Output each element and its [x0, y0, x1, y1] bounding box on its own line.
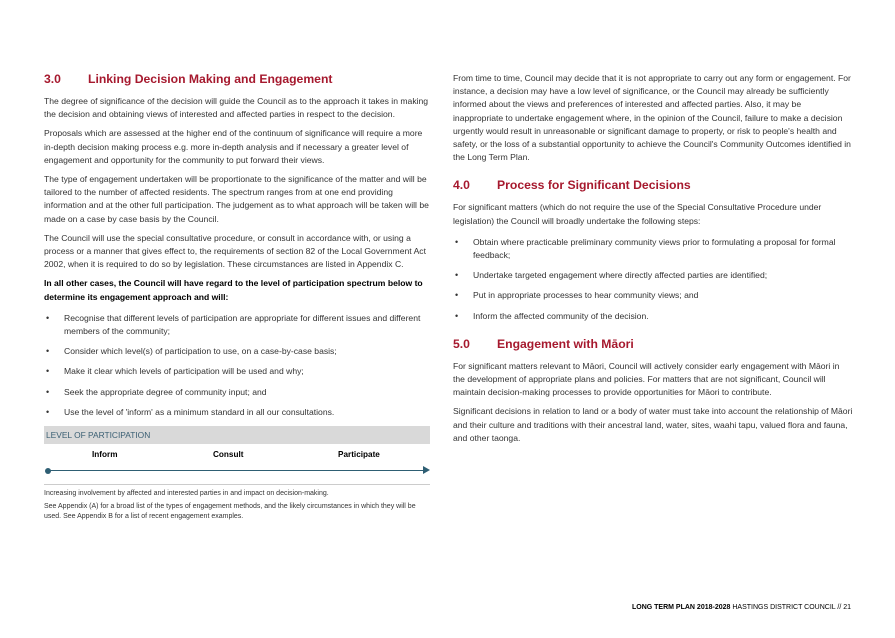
footer-doc-title: LONG TERM PLAN 2018-2028: [631, 604, 731, 611]
participation-labels: [44, 444, 430, 466]
section-4-heading: [453, 178, 853, 192]
participation-caption: Increasing involvement by affected and interested parties in and impact on decision-making.: [44, 490, 329, 498]
bullet-icon: •: [455, 236, 459, 247]
section-3-number: 3.0: [44, 72, 61, 86]
bullet-icon: •: [46, 386, 50, 397]
section-3-paragraph-1: The degree of significance of the decision will guide the Council as to the approach it takes in making the decision and obtaining views of interested and affected parties in respect to the decision.: [44, 96, 429, 120]
list-item: • Use the level of 'inform' as a minimum standard in all our consultations.: [44, 406, 430, 419]
bullet-icon: •: [455, 310, 459, 321]
section-3-bold-paragraph: In all other cases, the Council will have regard to the level of participation spectrum below to determine its engagement approach and will:: [44, 278, 423, 302]
arrow-line: [48, 470, 424, 471]
footer-council-page: HASTINGS DISTRICT COUNCIL // 21: [732, 604, 851, 611]
list-item: • Obtain where practicable preliminary community views prior to formulating a proposal for formal feedback;: [455, 236, 836, 261]
section-4-bullet-list: [453, 236, 853, 323]
bullet-icon: •: [46, 312, 50, 323]
section-4-title: Process for Significant Decisions: [497, 178, 691, 193]
arrow-start-dot-icon: [45, 468, 51, 474]
list-item: • Recognise that different levels of participation are appropriate for different issues and different members of the community;: [46, 312, 421, 337]
divider: [44, 484, 430, 485]
page-footer: [632, 604, 851, 611]
section-3-paragraph-3: The type of engagement undertaken will be proportionate to the significance of the matter and will be tailored to the number of affected residents. The spectrum ranges from at one end providing information and at the other full participation. The judgement as to what approach will be taken will be made on a case by case basis by the Council.: [44, 174, 429, 224]
section-5-paragraph-2: Significant decisions in relation to land or a body of water must take into account the relationship of Māori and their culture and traditions with their ancestral land, water, sites, waahi tapu, valued flora and fauna, and other taonga.: [453, 406, 853, 443]
bullet-icon: •: [455, 270, 459, 281]
section-4-paragraph: For significant matters (which do not require the use of the Special Consultative Procedure under legislation) the Council will broadly undertake the following steps:: [453, 202, 822, 226]
participation-arrow: [44, 466, 430, 476]
section-3-paragraph-2: Proposals which are assessed at the higher end of the continuum of significance will require a more in-depth decision making process e.g. more in-depth analysis and if necessary a greater level of engagement and opportunity for the community to put forward their views.: [44, 128, 423, 165]
bullet-icon: •: [46, 406, 50, 417]
right-column: [453, 72, 853, 451]
participation-header-bar: LEVEL OF PARTICIPATION: [44, 426, 430, 444]
list-item: • Consider which level(s) of participation to use, on a case-by-case basis;: [44, 345, 430, 358]
section-4-number: 4.0: [453, 178, 470, 193]
section-5-title: Engagement with Māori: [497, 336, 634, 351]
list-item: • Inform the affected community of the decision.: [453, 310, 853, 323]
section-3-heading: [44, 72, 430, 86]
left-column: [44, 72, 430, 526]
section-3-bullet-list: [44, 312, 430, 419]
participation-label-consult: Consult: [213, 450, 244, 460]
list-item: • Seek the appropriate degree of community input; and: [44, 386, 430, 399]
bullet-icon: •: [455, 290, 459, 301]
arrow-head-icon: [423, 466, 430, 474]
list-item: • Put in appropriate processes to hear community views; and: [453, 289, 853, 302]
participation-label-inform: Inform: [92, 450, 118, 460]
list-item: • Make it clear which levels of participation will be used and why;: [44, 365, 430, 378]
participation-label-participate: Participate: [338, 450, 380, 460]
section-5-paragraph-1: For significant matters relevant to Māori, Council will actively consider early engagement with Māori in the development of appropriate plans and policies. For matters that are not significant, Council will maintain decision-making processes to provide opportunities for Māori to contribute.: [453, 360, 840, 398]
bullet-icon: •: [46, 366, 50, 377]
section-3-paragraph-4: The Council will use the special consultative procedure, or consult in accordance with, or using a process or a manner that gives effect to, the requirements of section 82 of the Local Government Act 2002, when it is required to do so by legislation. These circumstances are listed in Appendix C.: [44, 232, 426, 270]
list-item: • Undertake targeted engagement where directly affected parties are identified;: [453, 269, 853, 282]
section-3-title: Linking Decision Making and Engagement: [88, 72, 333, 86]
bullet-icon: •: [46, 346, 50, 357]
section-5-number: 5.0: [453, 336, 470, 351]
appendix-note: See Appendix (A) for a broad list of the types of engagement methods, and the likely circumstances in which they will be used. See Appendix B for a list of recent engagement examples.: [44, 503, 416, 521]
intro-paragraph: From time to time, Council may decide that it is not appropriate to carry out any form or engagement. For instance, a decision may have a low level of significance, or the Council may already be sufficiently informed about the views and preferences of interested and affected parties. Also, it may be inappropriate to undertake engagement where, in the opinion of the Council, failure to make a decision urgently would result in unreasonable or significant damage to property, or risk to people's health and safety, or the loss of a substantial opportunity to achieve the Council's Community Outcomes identified in the Long Term Plan.: [453, 73, 851, 163]
section-5-heading: [453, 337, 853, 351]
